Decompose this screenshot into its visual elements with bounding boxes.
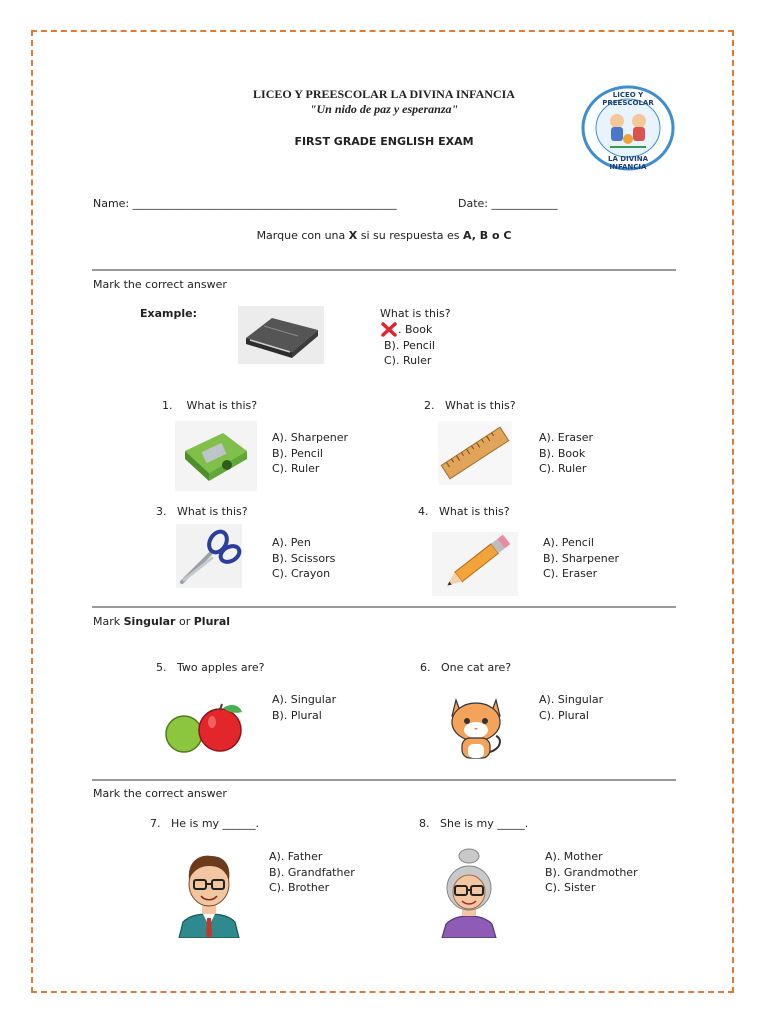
- question-text: What is this?: [445, 399, 516, 412]
- school-name: LICEO Y PREESCOLAR LA DIVINA INFANCIA: [253, 87, 515, 101]
- school-motto: "Un nido de paz y esperanza": [309, 102, 459, 116]
- instructions-x: X: [348, 229, 358, 242]
- question-number: 3.: [156, 505, 167, 518]
- ruler-icon: [438, 421, 512, 485]
- grandmother-icon: [434, 848, 504, 938]
- instructions-mid: si su respuesta es: [357, 229, 464, 242]
- pencil-icon: [432, 532, 518, 596]
- question-number: 5.: [156, 661, 167, 674]
- q7-option-c[interactable]: C). Brother: [269, 881, 330, 894]
- q3-option-b[interactable]: B). Scissors: [272, 551, 336, 565]
- name-field[interactable]: Name: ________________________________________________: [93, 197, 397, 210]
- q8-option-c[interactable]: C). Sister: [545, 881, 596, 894]
- q6-options: [539, 692, 603, 723]
- question-text: What is this?: [439, 505, 510, 518]
- divider: [92, 269, 676, 271]
- q7-options: [269, 849, 355, 896]
- q5-option-b[interactable]: B). Plural: [272, 708, 322, 722]
- question-8: [419, 817, 528, 831]
- q1-option-b[interactable]: B). Pencil: [272, 446, 323, 460]
- book-icon: [238, 306, 324, 364]
- scissors-icon: [176, 524, 242, 588]
- example-option-c[interactable]: C). Ruler: [384, 354, 432, 367]
- section2-title-singular: Singular: [123, 615, 176, 628]
- question-text: Two apples are?: [177, 661, 265, 674]
- instructions: [184, 229, 584, 243]
- sharpener-icon: [175, 421, 257, 491]
- q4-option-b[interactable]: B). Sharpener: [543, 551, 620, 565]
- question-number: 2.: [424, 399, 435, 412]
- q2-option-b[interactable]: B). Book: [539, 446, 586, 460]
- q7-option-b[interactable]: B). Grandfather: [269, 865, 355, 879]
- instructions-pre: Marque con una: [256, 229, 349, 242]
- question-number: 6.: [420, 661, 431, 674]
- question-6: [420, 661, 511, 675]
- q4-option-a[interactable]: A). Pencil: [543, 536, 594, 549]
- logo-text-top: LICEO Y PREESCOLAR: [602, 91, 654, 107]
- q1-options: [272, 430, 348, 477]
- section1-title: Mark the correct answer: [93, 278, 227, 291]
- father-icon: [175, 846, 243, 938]
- q7-option-a[interactable]: A). Father: [269, 850, 323, 863]
- question-number: 8.: [419, 817, 430, 830]
- example-question: What is this?: [380, 307, 451, 320]
- school-logo: [580, 85, 676, 171]
- exam-title: FIRST GRADE ENGLISH EXAM: [294, 135, 474, 148]
- divider: [92, 779, 676, 781]
- question-text: She is my _____.: [440, 817, 529, 830]
- q3-option-a[interactable]: A). Pen: [272, 536, 311, 549]
- q2-options: [539, 430, 593, 477]
- example-options: [384, 322, 435, 369]
- cat-icon: [442, 688, 510, 762]
- section2-title-plural: Plural: [193, 615, 231, 628]
- example-label: Example:: [140, 307, 197, 320]
- section3-title: Mark the correct answer: [93, 787, 227, 800]
- q2-option-c[interactable]: C). Ruler: [539, 462, 587, 475]
- question-5: [156, 661, 265, 675]
- q8-option-a[interactable]: A). Mother: [545, 850, 603, 863]
- question-2: [424, 399, 516, 413]
- section2-title: [93, 615, 230, 629]
- question-4: [418, 505, 510, 519]
- q3-options: [272, 535, 335, 582]
- q3-option-c[interactable]: C). Crayon: [272, 567, 331, 580]
- q5-option-a[interactable]: A). Singular: [272, 693, 337, 706]
- q5-options: [272, 692, 336, 723]
- q4-option-c[interactable]: C). Eraser: [543, 567, 598, 580]
- instructions-abc: A, B o C: [463, 229, 512, 242]
- question-1: [162, 399, 257, 413]
- question-7: [150, 817, 259, 831]
- question-number: 7.: [150, 817, 161, 830]
- example-option-a[interactable]: . Book: [398, 323, 433, 336]
- question-3: [156, 505, 248, 519]
- question-number: 1.: [162, 399, 173, 412]
- question-text: What is this?: [186, 399, 258, 412]
- question-text: What is this?: [177, 505, 248, 518]
- q1-option-a[interactable]: A). Sharpener: [272, 431, 349, 444]
- q8-options: [545, 849, 638, 896]
- q8-option-b[interactable]: B). Grandmother: [545, 865, 638, 879]
- section2-title-pre: Mark: [93, 615, 124, 628]
- q6-option-a[interactable]: A). Singular: [539, 693, 604, 706]
- q2-option-a[interactable]: A). Eraser: [539, 431, 594, 444]
- question-text: One cat are?: [441, 661, 512, 674]
- divider: [92, 606, 676, 608]
- question-number: 4.: [418, 505, 429, 518]
- section2-title-mid: or: [175, 615, 194, 628]
- q4-options: [543, 535, 619, 582]
- q6-option-b[interactable]: C). Plural: [539, 708, 589, 722]
- question-text: He is my ______.: [171, 817, 260, 830]
- example-option-b[interactable]: B). Pencil: [384, 338, 435, 352]
- logo-text-bottom: LA DIVINA INFANCIA: [607, 155, 649, 171]
- apples-icon: [160, 702, 246, 754]
- date-field[interactable]: Date: ____________: [458, 197, 558, 210]
- q1-option-c[interactable]: C). Ruler: [272, 462, 320, 475]
